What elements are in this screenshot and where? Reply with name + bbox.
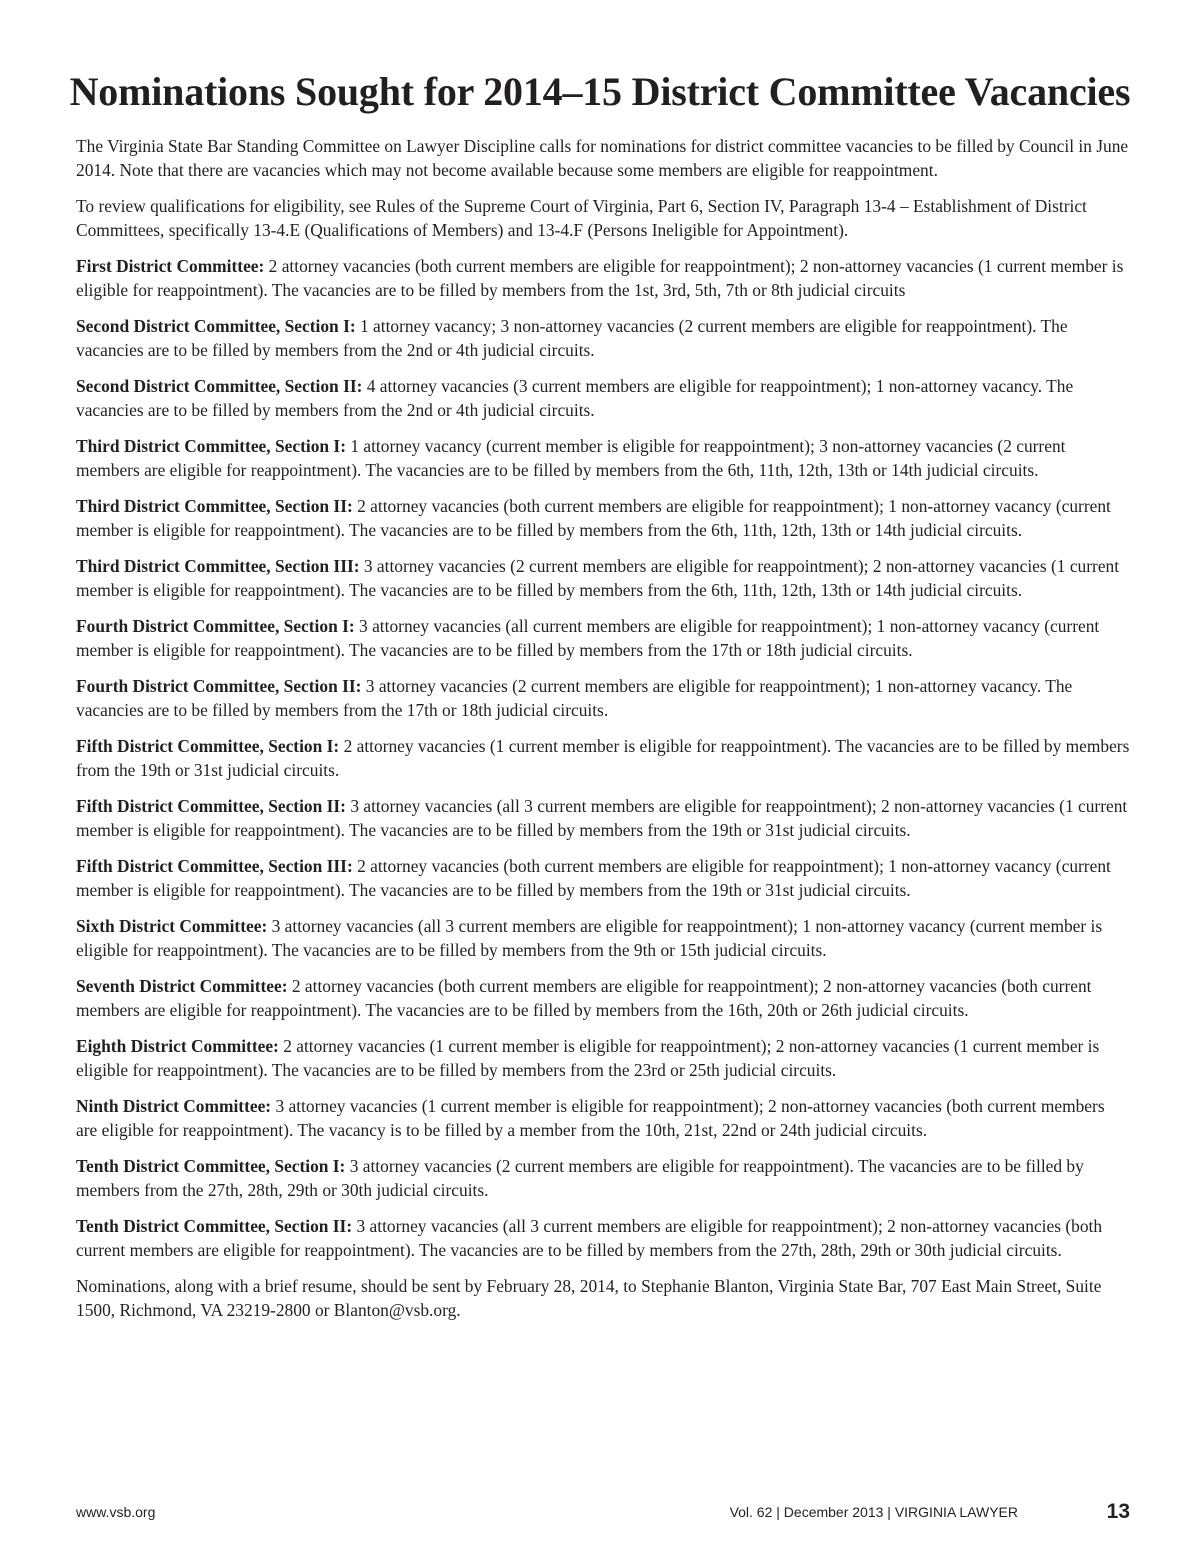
closing-paragraph: Nominations, along with a brief resume, should be sent by February 28, 2014, to Stephanie Blanton, Virginia State Bar, 707 East Main Street, Suite 1500, Richmond, VA 23219-2800 or Blanton@vsb.org. <box>76 1276 1102 1320</box>
committee-details: 4 attorney vacancies (3 current members are eligible for reappointment); 1 non-attorney vacancy. The vacancies are to be filled by members from the 2nd or 4th judicial circuits. <box>76 376 1074 420</box>
committee-entry <box>76 674 1130 722</box>
committee-name: Third District Committee, Section III: <box>76 556 360 576</box>
committee-name: Fourth District Committee, Section I: <box>76 616 355 636</box>
committee-details: 3 attorney vacancies (2 current members are eligible for reappointment). The vacancies are to be filled by members from the 27th, 28th, 29th or 30th judicial circuits. <box>76 1156 1084 1200</box>
committee-name: Sixth District Committee: <box>76 916 268 936</box>
committee-entry <box>76 974 1130 1022</box>
committee-details: 3 attorney vacancies (all 3 current members are eligible for reappointment); 1 non-attorney vacancy (current member is eligible for reappointment). The vacancies are to be filled by members from the 9th or 15th judicial circuits. <box>76 916 1103 960</box>
committee-details: 1 attorney vacancy (current member is eligible for reappointment); 3 non-attorney vacancies (2 current members are eligible for reappointment). The vacancies are to be filled by members from the 6th, 11th, 12th, 13th or 14th judicial circuits. <box>76 436 1066 480</box>
committee-name: Tenth District Committee, Section II: <box>76 1216 353 1236</box>
page-number: 13 <box>1106 1500 1130 1523</box>
committee-entry <box>76 494 1130 542</box>
footer-issue-info: Vol. 62 | December 2013 | VIRGINIA LAWYER <box>729 1504 1018 1520</box>
committee-name: Seventh District Committee: <box>76 976 288 996</box>
committee-entry <box>76 314 1130 362</box>
committee-name: Fifth District Committee, Section I: <box>76 736 340 756</box>
committee-entry <box>76 554 1130 602</box>
page-title: Nominations Sought for 2014–15 District Committee Vacancies <box>69 69 1131 114</box>
committee-entry <box>76 854 1130 902</box>
committee-name: Third District Committee, Section I: <box>76 436 346 456</box>
intro-paragraph: To review qualifications for eligibility, see Rules of the Supreme Court of Virginia, Part 6, Section IV, Paragraph 13-4 – Establishment of District Committees, specifically 13-4.E (Qualifications of Members) and 13-4.F (Persons Ineligible for Appointment). <box>76 196 1087 240</box>
committee-details: 2 attorney vacancies (1 current member is eligible for reappointment); 2 non-attorney vacancies (1 current member is eligible for reappointment). The vacancies are to be filled by members from the 23rd or 25th judicial circuits. <box>76 1036 1100 1080</box>
committee-entry <box>76 734 1130 782</box>
committee-name: Second District Committee, Section I: <box>76 316 356 336</box>
committee-entry <box>76 914 1130 962</box>
committee-entry <box>76 794 1130 842</box>
committee-details: 3 attorney vacancies (1 current member is eligible for reappointment); 2 non-attorney vacancies (both current members are eligible for reappointment). The vacancy is to be filled by a member from the 10th, 21st, 22nd or 24th judicial circuits. <box>76 1096 1105 1140</box>
page-footer <box>76 1500 1130 1530</box>
committee-name: Third District Committee, Section II: <box>76 496 353 516</box>
committee-entry <box>76 1094 1130 1142</box>
committee-name: Fifth District Committee, Section III: <box>76 856 353 876</box>
committee-name: Tenth District Committee, Section I: <box>76 1156 346 1176</box>
committee-details: 2 attorney vacancies (1 current member is eligible for reappointment). The vacancies are to be filled by members from the 19th or 31st judicial circuits. <box>76 736 1130 780</box>
committee-entry <box>76 1034 1130 1082</box>
committee-name: Ninth District Committee: <box>76 1096 272 1116</box>
committee-details: 3 attorney vacancies (2 current members are eligible for reappointment); 2 non-attorney vacancies (1 current member is eligible for reappointment). The vacancies are to be filled by members from the 6th, 11th, 12th, 13th or 14th judicial circuits. <box>76 556 1120 600</box>
committee-details: 2 attorney vacancies (both current members are eligible for reappointment); 2 non-attorney vacancies (both current members are eligible for reappointment). The vacancies are to be filled by members from the 16th, 20th or 26th judicial circuits. <box>76 976 1092 1020</box>
committee-entry <box>76 254 1130 302</box>
committee-details: 1 attorney vacancy; 3 non-attorney vacancies (2 current members are eligible for reappointment). The vacancies are to be filled by members from the 2nd or 4th judicial circuits. <box>76 316 1068 360</box>
committee-details: 2 attorney vacancies (both current members are eligible for reappointment); 1 non-attorney vacancy (current member is eligible for reappointment). The vacancies are to be filled by members from the 6th, 11th, 12th, 13th or 14th judicial circuits. <box>76 496 1111 540</box>
committee-details: 2 attorney vacancies (both current members are eligible for reappointment); 2 non-attorney vacancies (1 current member is eligible for reappointment). The vacancies are to be filled by members from the 1st, 3rd, 5th, 7th or 8th judicial circuits <box>76 256 1124 300</box>
committee-name: Fourth District Committee, Section II: <box>76 676 362 696</box>
committee-name: First District Committee: <box>76 256 265 276</box>
footer-url: www.vsb.org <box>76 1504 156 1520</box>
committee-name: Eighth District Committee: <box>76 1036 279 1056</box>
committee-entry <box>76 614 1130 662</box>
committee-details: 3 attorney vacancies (all 3 current members are eligible for reappointment); 2 non-attorney vacancies (both current members are eligible for reappointment). The vacancies are to be filled by members from the 27th, 28th, 29th or 30th judicial circuits. <box>76 1216 1103 1260</box>
committee-entry <box>76 1154 1130 1202</box>
committee-details: 3 attorney vacancies (all 3 current members are eligible for reappointment); 2 non-attorney vacancies (1 current member is eligible for reappointment). The vacancies are to be filled by members from the 19th or 31st judicial circuits. <box>76 796 1128 840</box>
committee-name: Fifth District Committee, Section II: <box>76 796 346 816</box>
committee-entry <box>76 374 1130 422</box>
committee-details: 2 attorney vacancies (both current members are eligible for reappointment); 1 non-attorney vacancy (current member is eligible for reappointment). The vacancies are to be filled by members from the 19th or 31st judicial circuits. <box>76 856 1111 900</box>
committee-entry <box>76 1214 1130 1262</box>
intro-paragraph: The Virginia State Bar Standing Committee on Lawyer Discipline calls for nominations for district committee vacancies to be filled by Council in June 2014. Note that there are vacancies which may not become available because some members are eligible for reappointment. <box>76 136 1129 180</box>
committee-details: 3 attorney vacancies (2 current members are eligible for reappointment); 1 non-attorney vacancy. The vacancies are to be filled by members from the 17th or 18th judicial circuits. <box>76 676 1073 720</box>
committee-name: Second District Committee, Section II: <box>76 376 363 396</box>
article-body <box>76 134 1130 1334</box>
committee-entry <box>76 434 1130 482</box>
committee-details: 3 attorney vacancies (all current members are eligible for reappointment); 1 non-attorney vacancy (current member is eligible for reappointment). The vacancies are to be filled by members from the 17th or 18th judicial circuits. <box>76 616 1100 660</box>
